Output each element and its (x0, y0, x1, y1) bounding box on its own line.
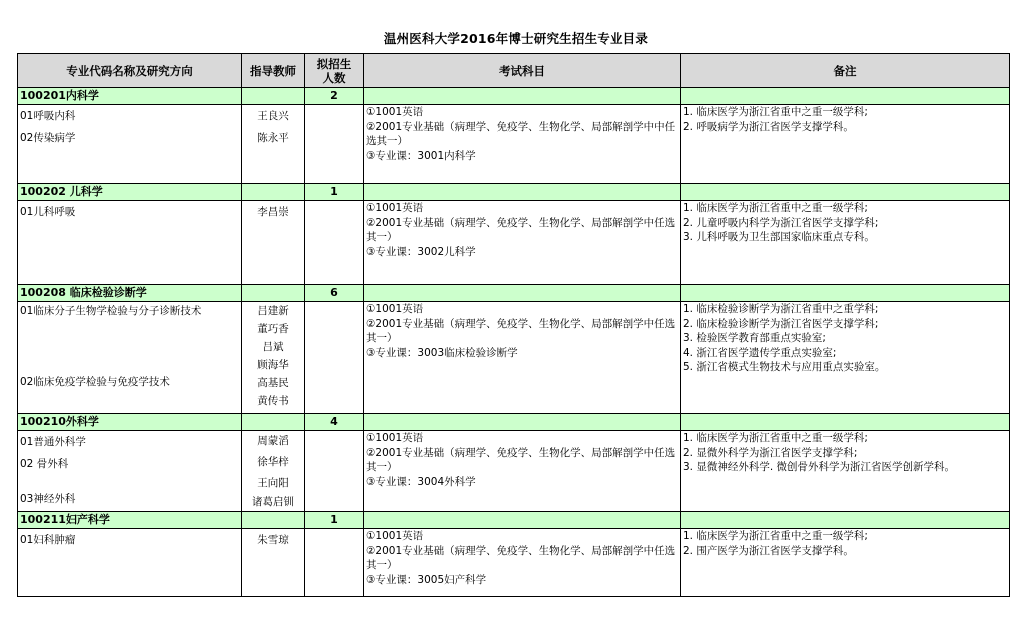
teachers-cell (242, 431, 305, 512)
teacher-name: 吕建新 (257, 305, 289, 317)
directions-cell (18, 302, 242, 414)
note-item: 5. 浙江省模式生物技术与应用重点实验室。 (683, 361, 886, 373)
exam-item: ③专业课：3001内科学 (366, 149, 476, 162)
exam-cell (364, 201, 681, 285)
note-item: 3. 显微神经外科学. 微创骨外科学为浙江省医学创新学科。 (683, 461, 956, 473)
direction-item: 01妇科肿瘤 (20, 534, 76, 546)
category-name: 100202 儿科学 (18, 184, 242, 201)
exam-cell (364, 529, 681, 597)
note-item: 1. 临床医学为浙江省重中之重一级学科; (683, 202, 868, 214)
teacher-name: 陈永平 (257, 132, 289, 144)
teacher-name: 吕斌 (262, 341, 284, 353)
note-item: 3. 儿科呼吸为卫生部国家临床重点专科。 (683, 231, 875, 243)
direction-item: 02临床免疫学检验与免疫学技术 (20, 376, 170, 388)
exam-item: ①1001英语 (366, 202, 424, 214)
exam-item: ①1001英语 (366, 106, 424, 118)
direction-item: 01普通外科学 (20, 436, 86, 448)
exam-item: ②2001专业基础（病理学、免疫学、生物化学、局部解剖学中任选其一） (366, 446, 676, 473)
quota-cell (305, 105, 364, 184)
detail-row (18, 302, 1010, 414)
teacher-name: 董巧香 (257, 323, 289, 335)
teachers-cell (242, 201, 305, 285)
teacher-name: 王向阳 (257, 477, 289, 489)
exam-item: ③专业课：3005妇产科学 (366, 573, 487, 586)
category-name: 100211妇产科学 (18, 512, 242, 529)
quota-cell (305, 302, 364, 414)
exam-cell (364, 302, 681, 414)
exam-item: ②2001专业基础（病理学、免疫学、生物化学、局部解剖学中任选其一） (366, 317, 676, 344)
quota-value: 4 (305, 414, 364, 431)
teacher-name: 黄传书 (257, 395, 289, 407)
exam-item: ②2001专业基础（病理学、免疫学、生物化学、局部解剖学中任选其一） (366, 544, 676, 571)
notes-cell (681, 302, 1010, 414)
direction-item: 01儿科呼吸 (20, 206, 76, 218)
note-item: 2. 临床检验诊断学为浙江省医学支撑学科; (683, 317, 879, 330)
exam-item: ②2001专业基础（病理学、免疫学、生物化学、局部解剖学中任选其一） (366, 216, 676, 243)
note-item: 2. 围产医学为浙江省医学支撑学科。 (683, 544, 854, 557)
detail-row (18, 201, 1010, 285)
page-title: 温州医科大学2016年博士研究生招生专业目录 (383, 31, 649, 46)
catalog-table (17, 53, 1010, 597)
exam-item: ①1001英语 (366, 432, 424, 444)
note-item: 1. 临床医学为浙江省重中之重一级学科; (683, 106, 868, 118)
header-row (18, 54, 1010, 88)
direction-item: 02传染病学 (20, 132, 76, 144)
quota-value: 2 (305, 88, 364, 105)
note-item: 2. 儿童呼吸内科学为浙江省医学支撑学科; (683, 216, 879, 229)
teachers-cell (242, 302, 305, 414)
header-exam: 考试科目 (364, 54, 681, 88)
directions-cell (18, 431, 242, 512)
exam-item: ③专业课：3003临床检验诊断学 (366, 346, 518, 359)
quota-cell (305, 201, 364, 285)
quota-cell (305, 529, 364, 597)
category-row (18, 512, 1010, 529)
direction-item: 03神经外科 (20, 493, 76, 505)
exam-item: ①1001英语 (366, 303, 424, 315)
teacher-name: 朱雪琼 (257, 534, 289, 546)
directions-cell (18, 105, 242, 184)
exam-item: ②2001专业基础（病理学、免疫学、生物化学、局部解剖学中中任选其一） (366, 120, 676, 147)
teachers-cell (242, 529, 305, 597)
directions-cell (18, 201, 242, 285)
category-row (18, 184, 1010, 201)
category-row (18, 285, 1010, 302)
teacher-name: 顾海华 (257, 359, 289, 371)
category-name: 100210外科学 (18, 414, 242, 431)
header-teacher: 指导教师 (242, 54, 305, 88)
quota-value: 1 (305, 512, 364, 529)
note-item: 3. 检验医学教育部重点实验室; (683, 332, 826, 344)
exam-item: ③专业课：3002儿科学 (366, 245, 476, 258)
teacher-name: 高基民 (257, 377, 289, 389)
header-note: 备注 (681, 54, 1010, 88)
teacher-name: 李昌崇 (257, 206, 289, 218)
teacher-name: 周蒙滔 (257, 435, 289, 447)
detail-row (18, 431, 1010, 512)
category-row (18, 414, 1010, 431)
teacher-name: 徐华梓 (257, 456, 289, 468)
header-quota: 拟招生人数 (305, 54, 364, 88)
note-item: 1. 临床检验诊断学为浙江省重中之重学科; (683, 303, 879, 315)
exam-item: ①1001英语 (366, 530, 424, 542)
notes-cell (681, 105, 1010, 184)
quota-cell (305, 431, 364, 512)
detail-row (18, 105, 1010, 184)
category-name: 100208 临床检验诊断学 (18, 285, 242, 302)
directions-cell (18, 529, 242, 597)
quota-value: 6 (305, 285, 364, 302)
exam-cell (364, 105, 681, 184)
note-item: 1. 临床医学为浙江省重中之重一级学科; (683, 432, 868, 444)
notes-cell (681, 529, 1010, 597)
category-name: 100201内科学 (18, 88, 242, 105)
notes-cell (681, 201, 1010, 285)
direction-item: 02 骨外科 (20, 458, 69, 470)
note-item: 2. 呼吸病学为浙江省医学支撑学科。 (683, 120, 854, 133)
teacher-name: 诸葛启钏 (252, 496, 294, 508)
teachers-cell (242, 105, 305, 184)
detail-row (18, 529, 1010, 597)
direction-item: 01临床分子生物学检验与分子诊断技术 (20, 305, 202, 317)
notes-cell (681, 431, 1010, 512)
note-item: 4. 浙江省医学遗传学重点实验室; (683, 346, 837, 359)
note-item: 2. 显微外科学为浙江省医学支撑学科; (683, 446, 858, 459)
category-row (18, 88, 1010, 105)
note-item: 1. 临床医学为浙江省重中之重一级学科; (683, 530, 868, 542)
header-major: 专业代码名称及研究方向 (18, 54, 242, 88)
quota-value: 1 (305, 184, 364, 201)
exam-cell (364, 431, 681, 512)
teacher-name: 王良兴 (257, 110, 289, 122)
exam-item: ③专业课：3004外科学 (366, 475, 476, 488)
direction-item: 01呼吸内科 (20, 110, 76, 122)
